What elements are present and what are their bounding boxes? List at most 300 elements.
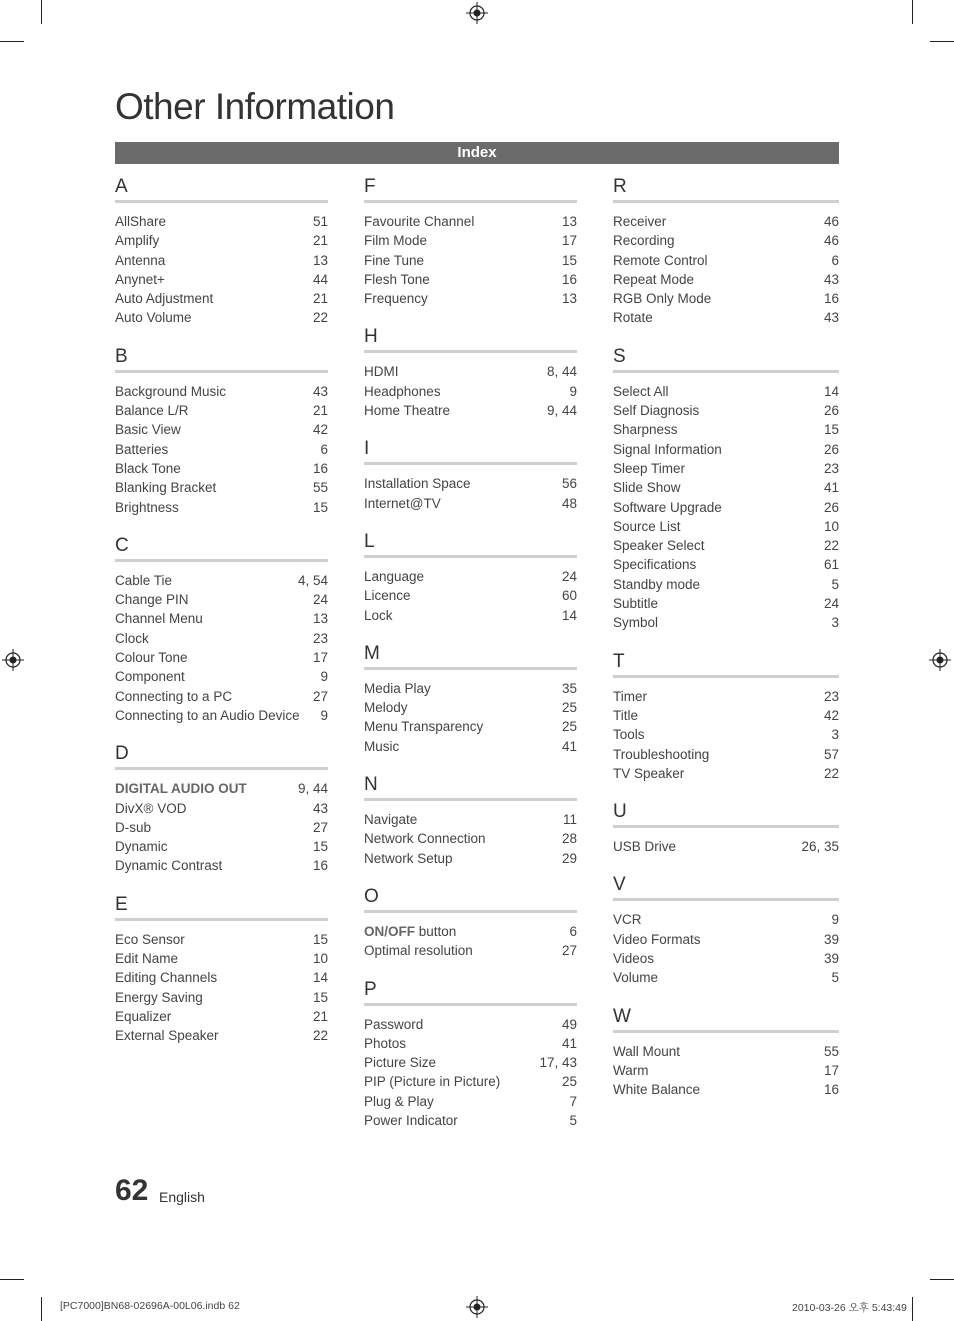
entry-name: Home Theatre	[364, 403, 451, 419]
entry-name: ON/OFF	[364, 923, 415, 939]
entry-name: Energy Saving	[115, 989, 203, 1005]
entry-name: Film Mode	[364, 233, 428, 249]
entry-page: 16	[823, 291, 839, 307]
index-entry	[115, 308, 328, 327]
page-number: 62	[115, 1174, 149, 1207]
entry-name: Video Formats	[613, 931, 701, 947]
entry-term	[115, 706, 300, 725]
entry-term	[613, 536, 705, 555]
index-entry	[364, 1111, 577, 1130]
entry-page: 21	[312, 403, 328, 419]
section-letter: I	[364, 438, 577, 465]
entry-term	[613, 949, 654, 968]
entry-name: Music	[364, 738, 400, 754]
entry-term	[115, 837, 168, 856]
index-entry	[364, 1072, 577, 1091]
index-entry	[364, 401, 577, 420]
index-entry	[613, 968, 839, 987]
index-entry	[613, 930, 839, 949]
entry-page: 23	[823, 688, 839, 704]
section-letter: R	[613, 176, 839, 203]
section-letter: W	[613, 1006, 839, 1033]
index-entry	[364, 737, 577, 756]
entry-term	[364, 1092, 434, 1111]
entry-term	[115, 930, 185, 949]
entry-term	[115, 231, 159, 250]
entry-term	[613, 308, 653, 327]
entry-name: Brightness	[115, 499, 179, 515]
index-entry	[115, 779, 328, 798]
index-entry	[613, 1080, 839, 1099]
entry-page: 3	[831, 615, 839, 631]
entry-name: Frequency	[364, 291, 428, 307]
index-entry	[115, 1007, 328, 1026]
index-entry	[115, 687, 328, 706]
entry-name: Editing Channels	[115, 970, 218, 986]
index-entry	[613, 212, 839, 231]
entry-name: Network Setup	[364, 850, 453, 866]
entry-name: VCR	[613, 912, 642, 928]
entry-term	[613, 498, 722, 517]
entry-name: Volume	[613, 970, 659, 986]
index-entry	[115, 478, 328, 497]
entry-name: Installation Space	[364, 476, 471, 492]
index-column-1	[115, 176, 328, 1064]
entry-term	[115, 988, 203, 1007]
entry-page: 43	[312, 383, 328, 399]
entry-term	[115, 590, 189, 609]
entry-page: 17	[561, 233, 577, 249]
registration-mark-icon	[466, 2, 488, 24]
section-letter: E	[115, 894, 328, 921]
entry-name: Edit Name	[115, 951, 179, 967]
entry-page: 16	[312, 858, 328, 874]
entry-term	[613, 837, 676, 856]
entry-term	[115, 459, 181, 478]
entry-page: 17	[823, 1062, 839, 1078]
entry-name: Balance L/R	[115, 403, 189, 419]
index-section-t	[613, 651, 839, 783]
entry-name: Basic View	[115, 422, 181, 438]
entry-term	[364, 382, 441, 401]
index-entry	[613, 613, 839, 632]
entry-page: 39	[823, 951, 839, 967]
index-entry	[364, 941, 577, 960]
entry-name: Remote Control	[613, 252, 708, 268]
entry-page: 35	[561, 680, 577, 696]
entry-term	[115, 779, 247, 798]
index-entry	[613, 289, 839, 308]
index-entry	[613, 594, 839, 613]
index-section-s	[613, 346, 839, 633]
index-entry	[364, 679, 577, 698]
entry-page: 9	[320, 669, 328, 685]
entry-page: 6	[320, 441, 328, 457]
entry-term	[364, 698, 408, 717]
entry-page: 27	[561, 943, 577, 959]
entry-term	[115, 648, 188, 667]
entry-page: 5	[831, 970, 839, 986]
index-entry	[613, 308, 839, 327]
index-entry	[613, 459, 839, 478]
index-entry	[364, 829, 577, 848]
entry-page: 39	[823, 931, 839, 947]
entry-term	[364, 941, 473, 960]
entry-name: Menu Transparency	[364, 719, 484, 735]
section-letter: T	[613, 651, 839, 678]
entry-term	[115, 382, 226, 401]
entry-term	[613, 401, 699, 420]
index-section-a	[115, 176, 328, 328]
entry-term	[115, 949, 178, 968]
index-entry	[364, 849, 577, 868]
index-entry	[613, 1061, 839, 1080]
index-entry	[115, 382, 328, 401]
entry-page: 24	[561, 568, 577, 584]
entry-name: Licence	[364, 588, 411, 604]
entry-name: Plug & Play	[364, 1093, 434, 1109]
entry-page: 21	[312, 291, 328, 307]
entry-name: Favourite Channel	[364, 214, 475, 229]
entry-name: Videos	[613, 951, 655, 967]
entry-term	[364, 1053, 436, 1072]
index-entry	[613, 382, 839, 401]
entry-name: Speaker Select	[613, 538, 705, 554]
entry-page: 14	[823, 383, 839, 399]
index-entry	[613, 401, 839, 420]
entry-page: 55	[312, 480, 328, 496]
entry-page: 13	[561, 214, 577, 229]
entry-page: 41	[561, 1035, 577, 1051]
entry-page: 22	[823, 538, 839, 554]
section-letter: V	[613, 874, 839, 901]
entry-term	[613, 212, 666, 231]
index-entry	[364, 1092, 577, 1111]
index-entry	[115, 837, 328, 856]
entry-page: 49	[561, 1016, 577, 1032]
entry-term	[115, 1026, 219, 1045]
entry-page: 57	[823, 746, 839, 762]
index-entry	[115, 270, 328, 289]
entry-page: 25	[561, 700, 577, 716]
section-letter: B	[115, 346, 328, 373]
entry-name: Picture Size	[364, 1055, 437, 1071]
crop-mark	[41, 1297, 42, 1321]
index-section-b	[115, 346, 328, 517]
index-entry	[613, 745, 839, 764]
index-section-e	[115, 894, 328, 1046]
entry-page: 46	[823, 214, 839, 229]
entry-name: Timer	[613, 688, 647, 704]
entry-name: Tools	[613, 727, 645, 743]
entry-name: Clock	[115, 630, 149, 646]
entry-page: 25	[561, 1074, 577, 1090]
index-entry	[115, 420, 328, 439]
entry-page: 6	[831, 252, 839, 268]
entry-term	[364, 829, 486, 848]
entry-page: 46	[823, 233, 839, 249]
index-entry	[115, 799, 328, 818]
entry-name: Lock	[364, 607, 393, 623]
entry-page: 5	[831, 576, 839, 592]
entry-page: 60	[561, 588, 577, 604]
entry-term	[115, 629, 149, 648]
entry-term	[364, 401, 450, 420]
entry-name: Sharpness	[613, 422, 678, 438]
index-column-2	[364, 176, 577, 1148]
entry-term	[115, 401, 189, 420]
print-slug-timestamp: 2010-03-26 오후 5:43:49	[792, 1302, 907, 1314]
entry-page: 61	[823, 557, 839, 573]
entry-name: AllShare	[115, 214, 167, 229]
entry-name: Specifications	[613, 557, 697, 573]
entry-page: 9	[569, 383, 577, 399]
entry-term	[115, 478, 216, 497]
entry-name: Headphones	[364, 383, 441, 399]
entry-page: 43	[312, 800, 328, 816]
entry-page: 48	[561, 495, 577, 511]
entry-name: USB Drive	[613, 839, 677, 855]
entry-name: Standby mode	[613, 576, 701, 592]
entry-page: 9	[320, 707, 328, 723]
entry-name: Sleep Timer	[613, 460, 686, 476]
entry-term	[613, 382, 669, 401]
entry-page: 22	[312, 310, 328, 326]
section-letter: C	[115, 535, 328, 562]
index-entry	[613, 1042, 839, 1061]
entry-name: RGB Only Mode	[613, 291, 712, 307]
index-section-v	[613, 874, 839, 987]
crop-mark	[0, 1279, 24, 1280]
entry-name: Batteries	[115, 441, 169, 457]
section-letter: H	[364, 326, 577, 353]
index-entry	[613, 949, 839, 968]
index-section-c	[115, 535, 328, 725]
entry-term	[115, 799, 186, 818]
entry-name: Auto Adjustment	[115, 291, 214, 307]
entry-name: Background Music	[115, 383, 227, 399]
index-section-w	[613, 1006, 839, 1100]
entry-page: 43	[823, 310, 839, 326]
index-entry	[613, 555, 839, 574]
index-entry	[115, 590, 328, 609]
index-entry	[115, 856, 328, 875]
entry-term	[115, 308, 192, 327]
entry-term	[364, 494, 441, 513]
index-entry	[115, 459, 328, 478]
entry-page: 56	[561, 476, 577, 492]
entry-page: 16	[823, 1082, 839, 1098]
section-letter: L	[364, 531, 577, 558]
entry-term	[613, 575, 700, 594]
entry-term	[364, 362, 399, 381]
index-entry	[364, 231, 577, 250]
index-entry	[364, 270, 577, 289]
entry-term	[613, 613, 658, 632]
entry-page: 26	[823, 441, 839, 457]
entry-term	[364, 606, 393, 625]
entry-page: 27	[312, 688, 328, 704]
entry-name: Troubleshooting	[613, 746, 710, 762]
entry-term	[364, 810, 417, 829]
section-letter: F	[364, 176, 577, 203]
entry-page: 4, 54	[297, 572, 328, 588]
entry-page: 55	[823, 1043, 839, 1059]
entry-term	[613, 478, 681, 497]
entry-name: Optimal resolution	[364, 943, 473, 959]
entry-page: 42	[823, 707, 839, 723]
registration-mark-icon	[466, 1296, 488, 1318]
entry-page: 41	[561, 738, 577, 754]
index-entry	[115, 648, 328, 667]
entry-name: Auto Volume	[115, 310, 192, 326]
entry-name: Change PIN	[115, 592, 189, 608]
entry-page: 9, 44	[546, 403, 577, 419]
entry-term	[115, 212, 166, 231]
entry-term	[613, 910, 642, 929]
index-entry	[115, 609, 328, 628]
entry-term	[115, 270, 165, 289]
entry-term	[613, 687, 647, 706]
index-entry	[364, 1015, 577, 1034]
entry-page: 26	[823, 499, 839, 515]
entry-term	[364, 567, 424, 586]
entry-name: Rotate	[613, 310, 653, 326]
entry-name: White Balance	[613, 1082, 701, 1098]
entry-term	[613, 289, 711, 308]
entry-name: Internet@TV	[364, 495, 441, 511]
entry-term	[364, 1072, 500, 1091]
section-letter: N	[364, 774, 577, 801]
entry-name-suffix: button	[415, 923, 457, 939]
entry-term	[613, 725, 645, 744]
index-entry	[115, 706, 328, 725]
entry-term	[364, 1034, 406, 1053]
entry-page: 25	[561, 719, 577, 735]
entry-page: 13	[312, 252, 328, 268]
entry-page: 43	[823, 271, 839, 287]
entry-term	[613, 251, 708, 270]
entry-name: Flesh Tone	[364, 271, 430, 287]
entry-term	[115, 609, 203, 628]
entry-name: PIP (Picture in Picture)	[364, 1074, 501, 1090]
entry-page: 16	[312, 460, 328, 476]
entry-page: 6	[569, 923, 577, 939]
entry-page: 3	[831, 727, 839, 743]
entry-page: 10	[823, 518, 839, 534]
crop-mark	[912, 0, 913, 24]
entry-name: Colour Tone	[115, 650, 188, 666]
entry-page: 14	[561, 607, 577, 623]
index-entry	[613, 251, 839, 270]
index-entry	[364, 606, 577, 625]
entry-term	[613, 764, 684, 783]
entry-term	[613, 1080, 700, 1099]
entry-name: Photos	[364, 1035, 407, 1051]
index-entry	[613, 687, 839, 706]
index-section-o	[364, 886, 577, 961]
index-entry	[613, 575, 839, 594]
entry-term	[364, 474, 471, 493]
entry-page: 15	[823, 422, 839, 438]
entry-page: 26, 35	[801, 839, 839, 855]
entry-term	[115, 856, 222, 875]
index-entry	[364, 382, 577, 401]
entry-term	[115, 289, 213, 308]
entry-page: 23	[823, 460, 839, 476]
index-entry	[613, 270, 839, 289]
index-section-f	[364, 176, 577, 308]
entry-term	[364, 231, 427, 250]
entry-page: 24	[823, 596, 839, 612]
index-entry	[364, 474, 577, 493]
entry-page: 9, 44	[297, 781, 328, 797]
entry-name: Equalizer	[115, 1008, 172, 1024]
index-column-3	[613, 176, 839, 1118]
index-entry	[115, 401, 328, 420]
entry-term	[364, 1015, 423, 1034]
entry-term	[613, 555, 696, 574]
entry-term	[115, 498, 179, 517]
entry-name: Navigate	[364, 812, 418, 828]
entry-page: 23	[312, 630, 328, 646]
page-title: Other Information	[115, 86, 395, 127]
index-entry	[115, 498, 328, 517]
entry-page: 22	[823, 765, 839, 781]
index-entry	[364, 494, 577, 513]
crop-mark	[0, 41, 24, 42]
crop-mark	[930, 41, 954, 42]
entry-term	[115, 1007, 171, 1026]
entry-name: Network Connection	[364, 831, 486, 847]
section-letter: M	[364, 643, 577, 670]
index-entry	[364, 1053, 577, 1072]
entry-name: Amplify	[115, 233, 160, 249]
entry-term	[364, 270, 430, 289]
entry-page: 24	[312, 592, 328, 608]
section-letter: S	[613, 346, 839, 373]
crop-mark	[930, 1279, 954, 1280]
entry-term	[115, 420, 181, 439]
entry-page: 42	[312, 422, 328, 438]
index-section-u	[613, 801, 839, 856]
index-entry	[364, 810, 577, 829]
entry-term	[613, 1061, 649, 1080]
entry-name: Connecting to an Audio Device	[115, 707, 300, 723]
index-entry	[364, 289, 577, 308]
index-entry	[115, 289, 328, 308]
entry-term	[613, 968, 658, 987]
index-entry	[613, 910, 839, 929]
entry-name: Self Diagnosis	[613, 403, 700, 419]
entry-name: Software Upgrade	[613, 499, 722, 515]
entry-name: Blanking Bracket	[115, 480, 217, 496]
entry-page: 27	[312, 819, 328, 835]
entry-page: 17, 43	[539, 1055, 577, 1071]
entry-term	[115, 667, 185, 686]
entry-term	[364, 251, 424, 270]
entry-term	[613, 594, 658, 613]
entry-name: Slide Show	[613, 480, 681, 496]
index-entry	[613, 725, 839, 744]
entry-term	[115, 251, 165, 270]
index-entry	[115, 949, 328, 968]
entry-page: 15	[312, 499, 328, 515]
entry-term	[115, 968, 217, 987]
entry-name: Title	[613, 707, 639, 723]
entry-page: 7	[569, 1093, 577, 1109]
entry-term	[364, 679, 431, 698]
